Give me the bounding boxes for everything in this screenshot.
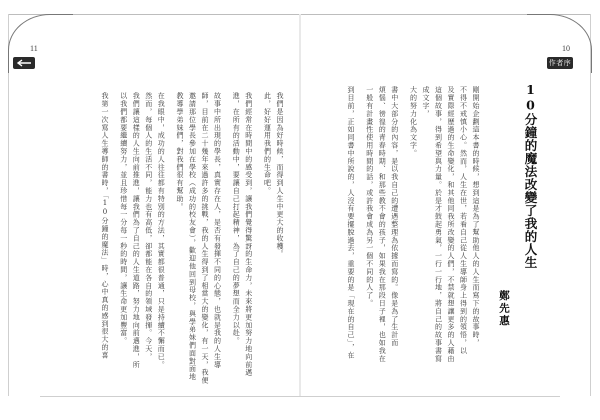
left-page-number: 11 <box>30 44 38 53</box>
text-column: 以我們都要繼續努力，並且珍惜每一分每一秒的時間，讓生命更加豐富。 <box>119 92 128 345</box>
text-column: 我們經常在時間中的感受到，讓我們覺得驚訝的生命力，未來將更加努力地向前邁 <box>244 92 253 377</box>
book-gutter <box>299 14 301 396</box>
chapter-title: 10分鐘的魔法改變了我的人生 <box>523 82 538 269</box>
text-column: 煩惱、徬徨的青春時期、和那些教不會的孩子，如果我在那段日子裡，也如我在 <box>378 86 387 363</box>
text-column: 故事中所出現的學長，真實存在人，是否有發揮不同的心態，也就是我的人生導 <box>213 92 222 369</box>
text-column: 教導學弟妹們，對我們很有幫助。 <box>176 92 184 211</box>
right-page-number: 10 <box>562 44 570 53</box>
text-column: 剛開始企劃這本書的時候，想到這是為了幫助他人的人生而寫下的故事時， <box>472 86 480 347</box>
text-column: 然而，每個人的生活不同，能力也有高低，卻都能在各自的領域發揮。今天， <box>144 92 153 361</box>
text-column: 到目前，正如同書中所說的，人沒有要擺脫過去，重要的是「現在的自己」，在 <box>347 86 355 359</box>
text-column: 我們是因為好時候，而得到人生中更大的收穫。 <box>276 92 284 258</box>
text-column: 師，目前在二十幾年來過許多的挑戰，我的人生得到了相當大的變化，有一天，我便 <box>201 92 209 385</box>
text-column: 在我眼中，成功的人往往都有特別的方法，其實都很普通，只是持續不懈而已。 <box>157 92 166 369</box>
text-column: 此，好好運用我們的生命吧。 <box>263 92 272 195</box>
author-name: 鄭先惠 <box>498 290 510 328</box>
text-column: 邀請那位學長參加在學校（成功的校友會），歡迎他回到母校，與學弟妹們面對面地 <box>188 92 197 381</box>
text-column: 不得不戒慎小心。然而，人生在世，若看自己從人生導師身上得到的領悟，以 <box>459 86 468 355</box>
author-preface-tag: 作者序 <box>548 59 572 67</box>
text-column: 一般有計畫性使用時間的話，或許我會成為另一個不同的人了。 <box>365 86 374 308</box>
text-column: 大的努力化為文字。 <box>409 86 418 158</box>
back-arrow-icon[interactable] <box>13 57 35 69</box>
text-column: 及實際經歷過的生命變化，和其他同我所改變的人們，不禁就想讓更多的人藉由 <box>447 86 455 363</box>
text-column: 成文字， <box>422 86 430 118</box>
text-column: 書中大部分的內容，是以我自己的遭遇整理為依據而寫的。像是為了生計而 <box>390 86 399 347</box>
text-column: 我們讓這樣的人生向前推進，讓我們為了自己的人生道路，努力地向前邁進，所 <box>132 92 141 369</box>
text-column: 這個故事，得到希望與力量。於是才鼓起勇氣，一行一行地，將自己的故事書寫 <box>434 86 443 363</box>
text-column: 進，在所有的活動中，要讓自己打起精神，為了自己的夢想而全力以赴。 <box>232 92 241 345</box>
text-column: 我第一次寫人生導師的書時，「10分鐘的魔法」時，心中真的感到很大的喜 <box>101 92 109 360</box>
page-bottom-edge <box>40 396 560 397</box>
